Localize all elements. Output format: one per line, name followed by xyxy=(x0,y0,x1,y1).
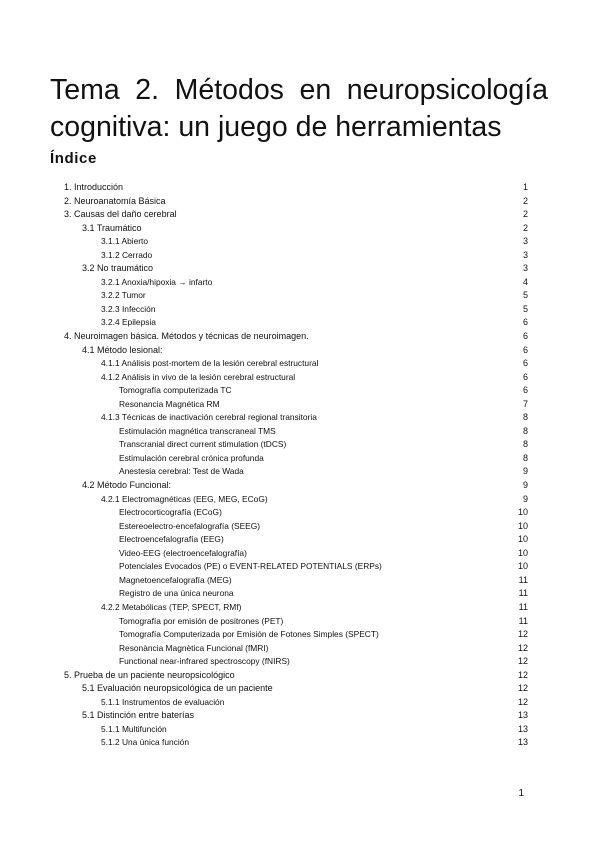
toc-entry[interactable] xyxy=(0,520,600,534)
toc-entry-page[interactable]: 6 xyxy=(522,358,528,369)
toc-entry-label[interactable]: 5.1 Distinción entre baterías xyxy=(82,710,195,721)
toc-entry-page[interactable]: 7 xyxy=(522,398,528,409)
toc-entry-page[interactable]: 12 xyxy=(517,642,528,653)
toc-entry[interactable] xyxy=(0,615,600,629)
toc-entry-label[interactable]: 3.2.1 Anoxia/hipoxia → infarto xyxy=(101,276,213,287)
toc-entry-label[interactable]: Transcranial direct current stimulation (tDCS) xyxy=(119,439,287,450)
toc-entry[interactable] xyxy=(0,398,600,412)
page-number: 1 xyxy=(518,788,524,799)
toc-entry-page[interactable]: 5 xyxy=(522,303,528,314)
toc-entry-label[interactable]: Anestesia cerebral: Test de Wada xyxy=(119,466,244,477)
toc-entry-page[interactable]: 8 xyxy=(522,452,528,463)
toc-entry-page[interactable]: 6 xyxy=(522,371,528,382)
toc-entry-page[interactable]: 4 xyxy=(522,276,528,287)
toc-entry-page[interactable]: 3 xyxy=(522,236,528,247)
toc-entry[interactable] xyxy=(0,574,600,588)
toc-entry-label[interactable]: 4.1.1 Análisis post-mortem de la lesión cerebral estructural xyxy=(101,358,319,369)
toc-entry-page[interactable]: 3 xyxy=(522,263,528,274)
toc-entry[interactable] xyxy=(0,642,600,656)
toc-entry-label[interactable]: 5.1.1 Multifunción xyxy=(101,723,167,734)
toc-entry-page[interactable]: 12 xyxy=(517,683,528,694)
toc-entry[interactable] xyxy=(0,682,600,696)
toc-entry-page[interactable]: 9 xyxy=(522,466,528,477)
toc-entry-page[interactable]: 10 xyxy=(517,534,528,545)
toc-entry-page[interactable]: 10 xyxy=(517,561,528,572)
toc-entry-label[interactable]: 3.2 No traumático xyxy=(82,263,154,274)
toc-entry-label[interactable]: Resonancia Magnética RM xyxy=(119,398,220,409)
toc-entry-page[interactable]: 5 xyxy=(522,290,528,301)
toc-entry-page[interactable]: 12 xyxy=(517,696,528,707)
toc-entry-label[interactable]: Registro de una única neurona xyxy=(119,588,234,599)
toc-entry-label[interactable]: Electrocorticografía (ECoG) xyxy=(119,507,222,518)
toc-entry-page[interactable]: 13 xyxy=(517,710,528,721)
toc-entry[interactable] xyxy=(0,506,600,520)
toc-entry[interactable] xyxy=(0,587,600,601)
toc-entry-page[interactable]: 8 xyxy=(522,412,528,423)
toc-entry[interactable] xyxy=(0,560,600,574)
toc-entry[interactable] xyxy=(0,669,600,683)
toc-entry[interactable] xyxy=(0,438,600,452)
toc-entry-page[interactable]: 6 xyxy=(522,331,528,342)
toc-entry[interactable] xyxy=(0,249,600,263)
toc-entry-label[interactable]: Tomografía por emisión de positrones (PET) xyxy=(119,615,284,626)
toc-entry-page[interactable]: 11 xyxy=(518,615,528,626)
toc-entry-label[interactable]: 5. Prueba de un paciente neuropsicológico xyxy=(64,669,235,680)
toc-entry[interactable] xyxy=(0,384,600,398)
toc-entry[interactable] xyxy=(0,222,600,236)
toc-entry[interactable] xyxy=(0,208,600,222)
index-heading: Índice xyxy=(50,150,97,167)
document-title-line-2: cognitiva: un juego de herramientas xyxy=(50,111,502,143)
toc-entry[interactable] xyxy=(0,547,600,561)
toc-entry[interactable] xyxy=(0,411,600,425)
toc-entry-label[interactable]: Video-EEG (electroencefalografía) xyxy=(119,547,247,558)
toc-entry-page[interactable]: 11 xyxy=(518,601,528,612)
toc-entry-page[interactable]: 9 xyxy=(522,493,528,504)
toc-entry-page[interactable]: 8 xyxy=(522,439,528,450)
toc-entry[interactable] xyxy=(0,601,600,615)
toc-entry[interactable] xyxy=(0,195,600,209)
toc-entry[interactable] xyxy=(0,425,600,439)
toc-entry-page[interactable]: 12 xyxy=(517,629,528,640)
toc-entry-label[interactable]: 5.1.2 Una única función xyxy=(101,737,189,748)
toc-entry-label[interactable]: 5.1 Evaluación neuropsicológica de un paciente xyxy=(82,683,273,694)
toc-entry-label[interactable]: 3.1.1 Abierto xyxy=(101,236,149,247)
toc-entry-label[interactable]: 3.1 Traumático xyxy=(82,222,142,233)
toc-entry-page[interactable]: 6 xyxy=(522,344,528,355)
toc-entry-label[interactable]: Electroencefalografía (EEG) xyxy=(119,534,224,545)
toc-entry-label[interactable]: Magnetoencefalografía (MEG) xyxy=(119,574,232,585)
toc-entry-page[interactable]: 2 xyxy=(522,195,528,206)
toc-entry[interactable] xyxy=(0,357,600,371)
toc-entry[interactable] xyxy=(0,655,600,669)
toc-entry-label[interactable]: 3.2.3 Infección xyxy=(101,303,156,314)
document-title xyxy=(50,72,548,146)
toc-entry[interactable] xyxy=(0,493,600,507)
toc-entry-label[interactable]: 1. Introducción xyxy=(64,182,124,192)
toc-entry[interactable] xyxy=(0,316,600,330)
toc-entry-label[interactable]: Resonància Magnètica Funcional (fMRI) xyxy=(119,642,269,653)
toc-entry-page[interactable]: 2 xyxy=(522,209,528,220)
toc-entry-page[interactable]: 10 xyxy=(517,547,528,558)
toc-entry[interactable] xyxy=(0,723,600,737)
toc-entry[interactable] xyxy=(0,736,600,750)
toc-entry-page[interactable]: 2 xyxy=(522,222,528,233)
toc-entry-label[interactable]: Functional near-infrared spectroscopy (fNIRS) xyxy=(119,656,290,667)
toc-entry-page[interactable]: 1 xyxy=(522,182,528,192)
toc-entry-label[interactable]: 4.1.2 Análisis in vivo de la lesión cerebral estructural xyxy=(101,371,296,382)
toc-entry-label[interactable]: Estimulación cerebral crónica profunda xyxy=(119,452,264,463)
toc-entry-page[interactable]: 10 xyxy=(517,507,528,518)
toc-entry[interactable] xyxy=(0,181,600,195)
toc-entry-page[interactable]: 13 xyxy=(517,723,528,734)
toc-entry-page[interactable]: 9 xyxy=(522,480,528,491)
toc-entry[interactable] xyxy=(0,452,600,466)
toc-entry-label[interactable]: 4. Neuroimagen básica. Métodos y técnicas de neuroimagen. xyxy=(64,331,309,342)
toc-entry[interactable] xyxy=(0,709,600,723)
toc-entry[interactable] xyxy=(0,628,600,642)
toc-entry-label[interactable]: Estereoelectro-encefalografía (SEEG) xyxy=(119,520,261,531)
toc-entry-page[interactable]: 10 xyxy=(517,520,528,531)
toc-entry-page[interactable]: 6 xyxy=(522,317,528,328)
toc-entry-label[interactable]: 3. Causas del daño cerebral xyxy=(64,209,177,220)
toc-entry[interactable] xyxy=(0,465,600,479)
toc-entry[interactable] xyxy=(0,533,600,547)
toc-entry[interactable] xyxy=(0,262,600,276)
toc-entry-label[interactable]: 4.2.1 Electromagnéticas (EEG, MEG, ECoG) xyxy=(101,493,268,504)
toc-entry[interactable] xyxy=(0,289,600,303)
toc-entry-page[interactable]: 6 xyxy=(522,385,528,396)
toc-entry-label[interactable]: 3.1.2 Cerrado xyxy=(101,249,153,260)
table-of-contents xyxy=(0,181,600,750)
toc-entry[interactable] xyxy=(0,276,600,290)
toc-entry-page[interactable]: 8 xyxy=(522,425,528,436)
toc-entry[interactable] xyxy=(0,330,600,344)
toc-entry-label[interactable]: 3.2.2 Tumor xyxy=(101,290,146,301)
toc-entry-page[interactable]: 3 xyxy=(522,249,528,260)
toc-entry-label[interactable]: 4.2.2 Metabólicas (TEP, SPECT, RMf) xyxy=(101,601,242,612)
toc-entry-label[interactable]: Potenciales Evocados (PE) o EVENT-RELATED POTENTIALS (ERPs) xyxy=(119,561,382,572)
toc-entry-page[interactable]: 12 xyxy=(517,656,528,667)
toc-entry[interactable] xyxy=(0,371,600,385)
toc-entry-label[interactable]: Estimulación magnética transcraneal TMS xyxy=(119,425,276,436)
toc-entry-label[interactable]: 3.2.4 Epilepsia xyxy=(101,317,156,328)
toc-entry-label[interactable]: Tomografía Computerizada por Emisión de Fotones Simples (SPECT) xyxy=(119,629,379,640)
toc-entry-page[interactable]: 13 xyxy=(517,737,528,748)
toc-entry-label[interactable]: Tomografía computerizada TC xyxy=(119,385,232,396)
toc-entry-label[interactable]: 4.1.3 Técnicas de inactivación cerebral regional transitoria xyxy=(101,412,317,423)
toc-entry-label[interactable]: 4.2 Método Funcional: xyxy=(82,480,172,491)
toc-entry-label[interactable]: 2. Neuroanatomía Básica xyxy=(64,195,166,206)
document-title-line-1: Tema 2. Métodos en neuropsicología xyxy=(50,74,548,106)
toc-entry-page[interactable]: 11 xyxy=(518,588,528,599)
toc-entry[interactable] xyxy=(0,479,600,493)
toc-entry-page[interactable]: 12 xyxy=(517,669,528,680)
toc-entry-label[interactable]: 5.1.1 Instrumentos de evaluación xyxy=(101,696,225,707)
toc-entry[interactable] xyxy=(0,303,600,317)
toc-entry-page[interactable]: 11 xyxy=(518,574,528,585)
toc-entry[interactable] xyxy=(0,344,600,358)
toc-entry[interactable] xyxy=(0,235,600,249)
toc-entry-label[interactable]: 4.1 Método lesional: xyxy=(82,344,163,355)
toc-entry[interactable] xyxy=(0,696,600,710)
